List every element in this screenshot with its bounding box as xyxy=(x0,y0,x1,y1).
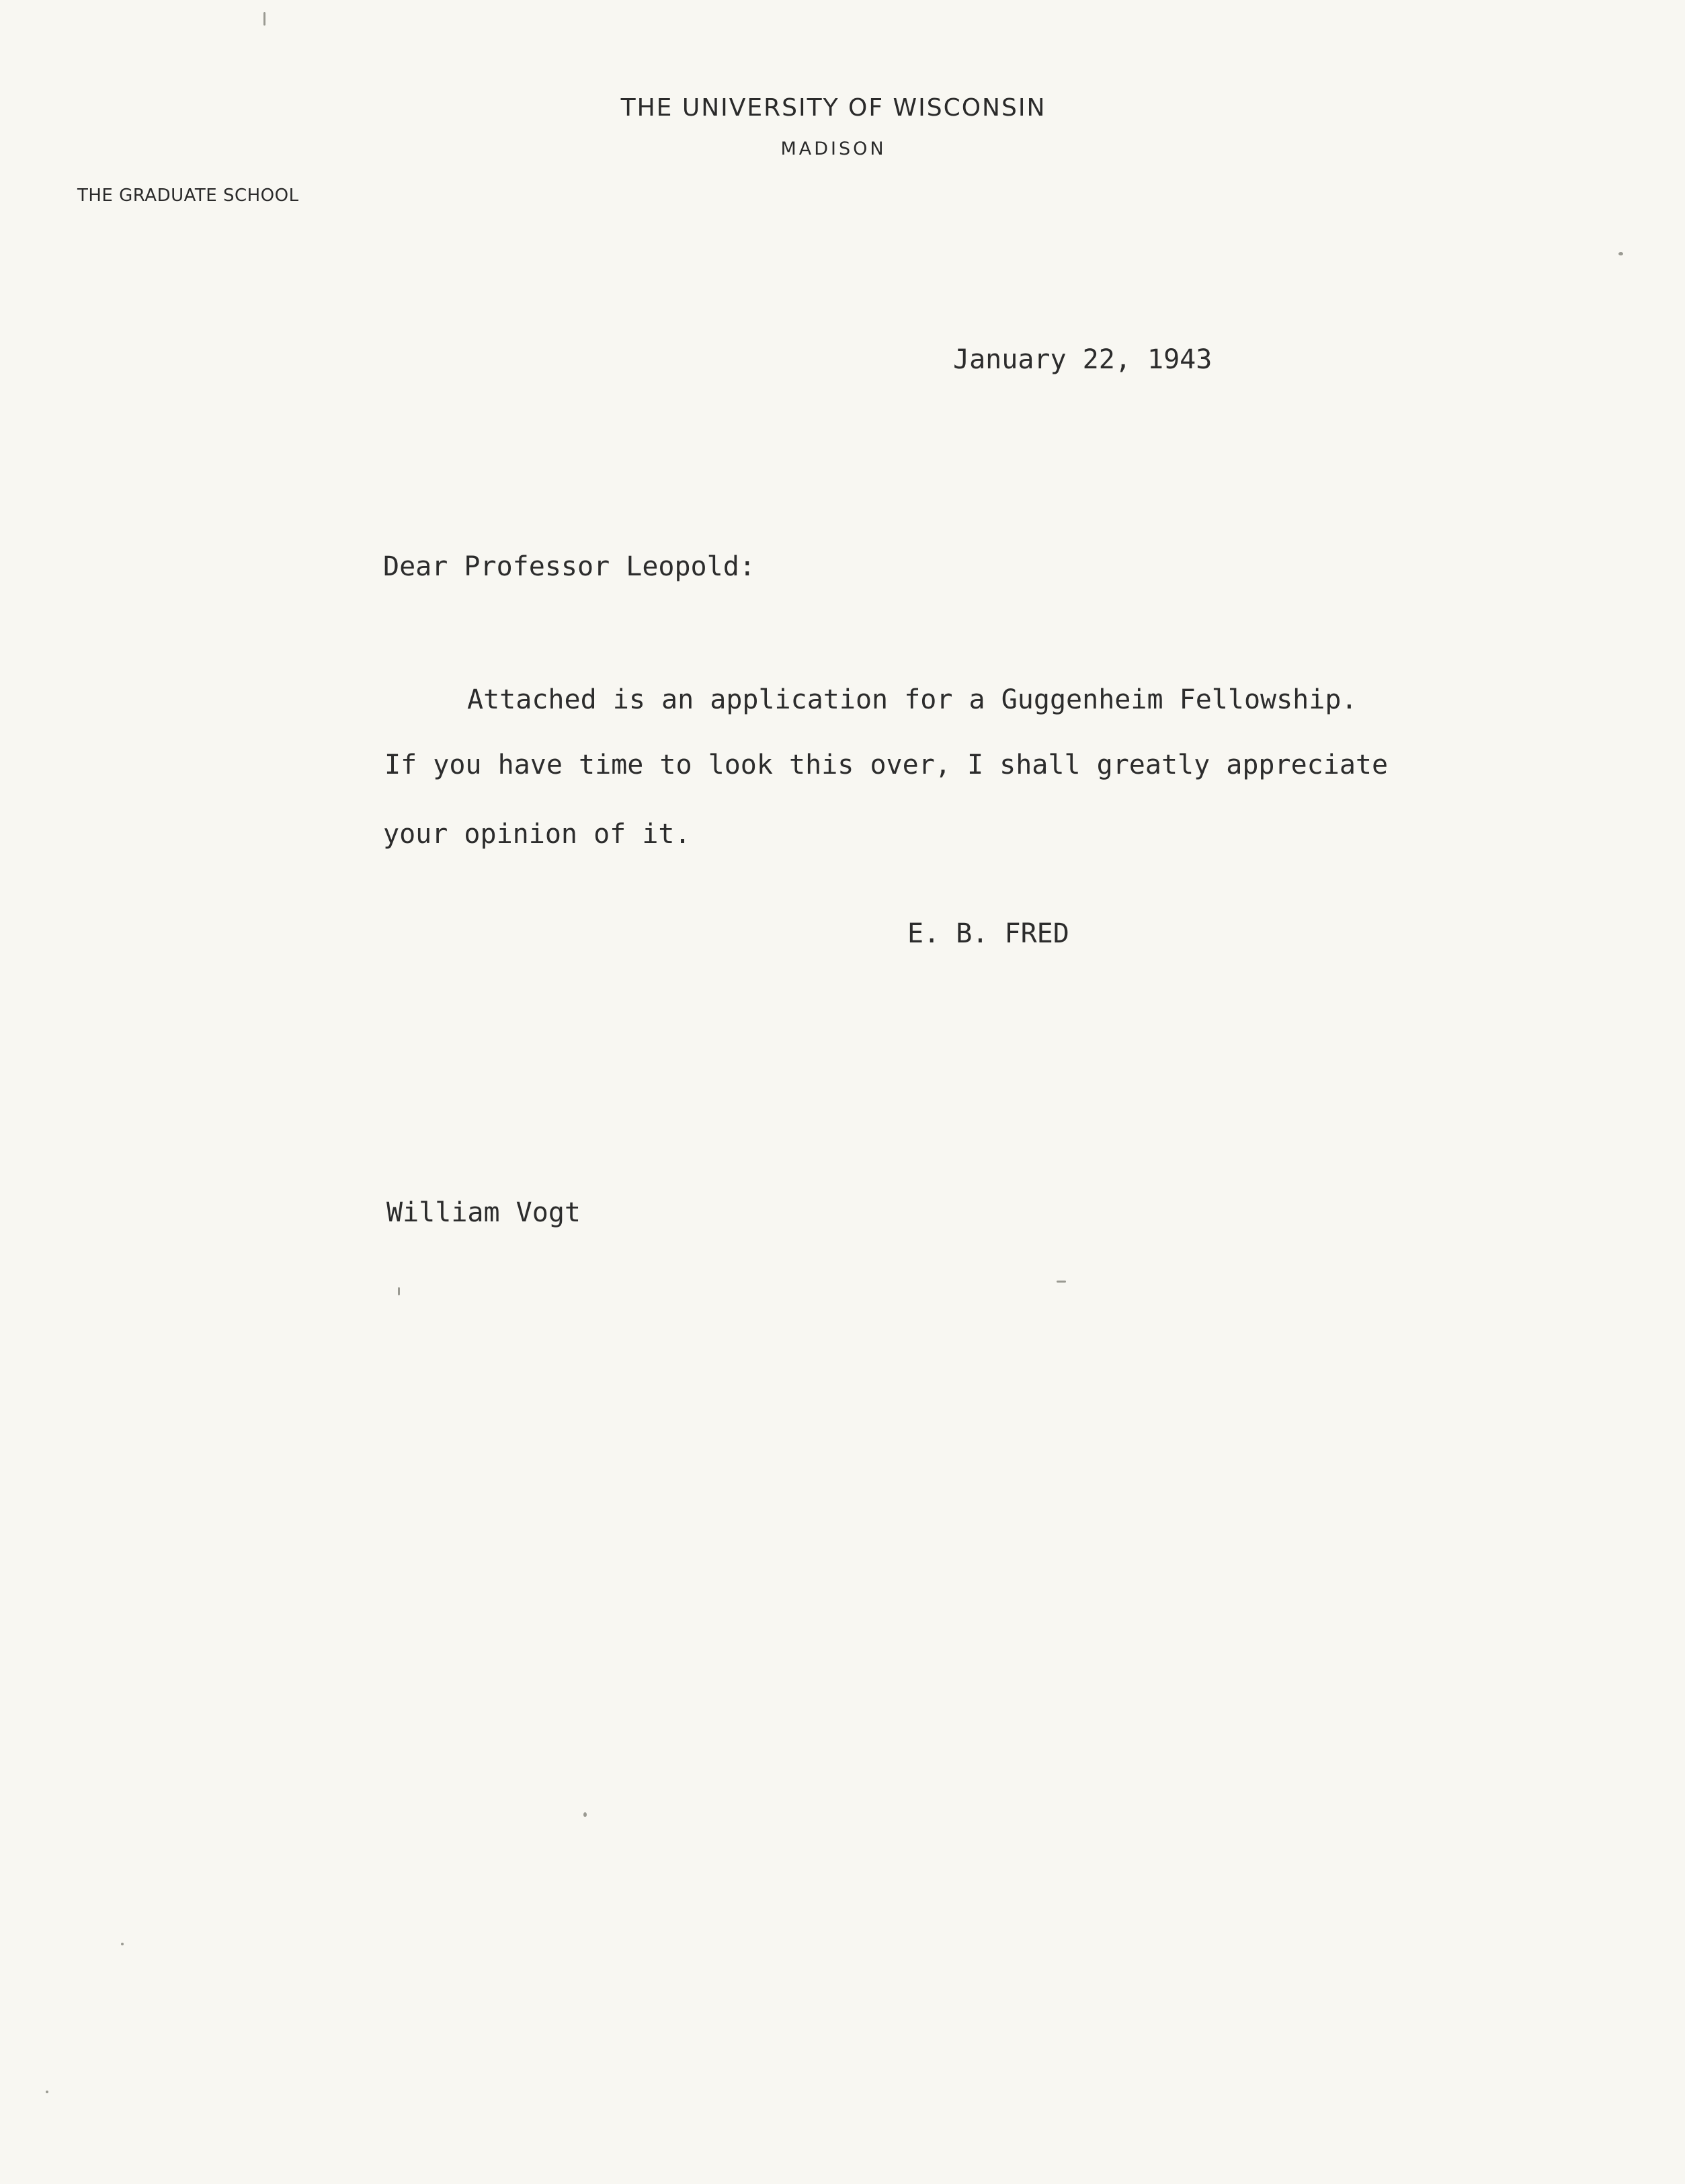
paper-speck xyxy=(46,2091,48,2093)
letterhead-department: THE GRADUATE SCHOOL xyxy=(77,186,299,206)
paper-speck xyxy=(1057,1281,1066,1283)
body-line: Attached is an application for a Guggenheim Fellowship. xyxy=(467,684,1358,715)
paper-speck xyxy=(398,1287,400,1295)
paper-speck xyxy=(263,12,265,26)
letterhead-city: MADISON xyxy=(780,138,887,159)
letterhead-institution: THE UNIVERSITY OF WISCONSIN xyxy=(620,94,1046,122)
paper-speck xyxy=(121,1943,124,1945)
letter-date: January 22, 1943 xyxy=(953,344,1213,375)
body-line: If you have time to look this over, I shall greatly appreciate xyxy=(384,750,1389,780)
body-line: your opinion of it. xyxy=(383,819,691,850)
paper-speck xyxy=(583,1812,587,1817)
letter-subject-name: William Vogt xyxy=(386,1197,581,1228)
letter-signature: E. B. FRED xyxy=(907,918,1069,949)
letter-salutation: Dear Professor Leopold: xyxy=(383,551,755,582)
paper-speck xyxy=(1618,252,1623,255)
